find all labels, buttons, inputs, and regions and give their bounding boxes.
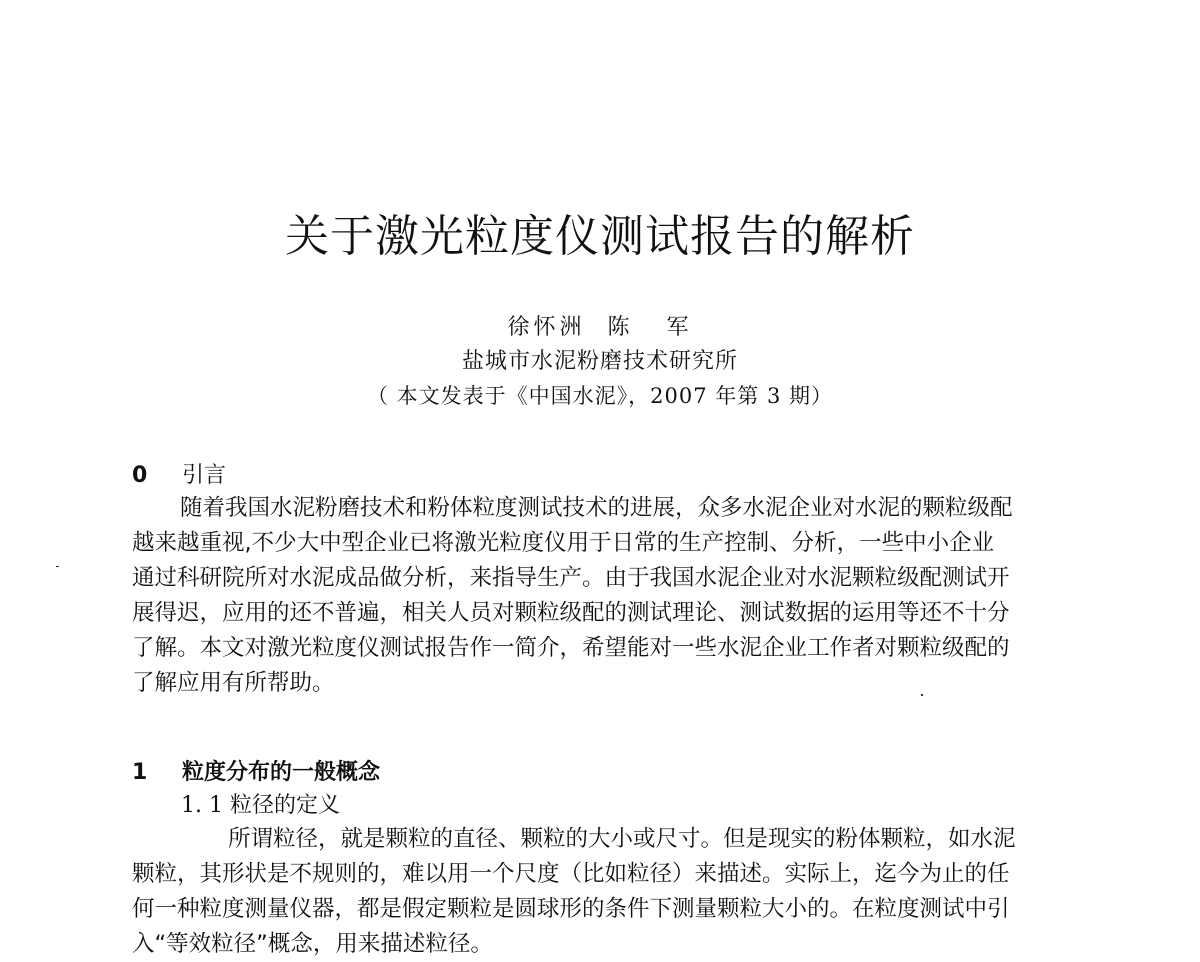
intro-line: 了解应用有所帮助。 bbox=[132, 670, 335, 696]
subsection-1-1-paragraph bbox=[132, 822, 1084, 962]
section-0-label: 引言 bbox=[182, 463, 227, 488]
subsection-line: 所谓粒径，就是颗粒的直径、颗粒的大小或尺寸。但是现实的粉体颗粒，如水泥 bbox=[228, 826, 1016, 852]
section-0-heading bbox=[132, 458, 226, 489]
subsection-1-1-heading: 1. 1 粒径的定义 bbox=[181, 793, 340, 818]
intro-line: 了解。本文对激光粒度仪测试报告作一简介，希望能对一些水泥企业工作者对颗粒级配的 bbox=[132, 635, 1010, 661]
intro-line: 通过科研院所对水泥成品做分析，来指导生产。由于我国水泥企业对水泥颗粒级配测试开 bbox=[132, 565, 1010, 591]
paper-authors: 徐怀洲 陈 军 bbox=[507, 315, 693, 340]
paper-title: 关于激光粒度仪测试报告的解析 bbox=[285, 211, 915, 262]
intro-line: 展得迟，应用的还不普遍，相关人员对颗粒级配的测试理论、测试数据的运用等还不十分 bbox=[132, 600, 1010, 626]
scan-speck bbox=[921, 694, 923, 696]
intro-line: 越来越重视,不少大中型企业已将激光粒度仪用于日常的生产控制、分析，一些中小企业 bbox=[132, 530, 995, 556]
intro-paragraph bbox=[132, 491, 1084, 701]
intro-line: 随着我国水泥粉磨技术和粉体粒度测试技术的进展，众多水泥企业对水泥的颗粒级配 bbox=[180, 495, 1013, 521]
section-1-label: 粒度分布的一般概念 bbox=[182, 760, 381, 785]
section-0-number: 0 bbox=[132, 463, 148, 488]
subsection-line: 入“等效粒径”概念，用来描述粒径。 bbox=[132, 931, 493, 957]
publication-note: （ 本文发表于《中国水泥》，2007 年第 3 期） bbox=[366, 384, 833, 408]
section-1-heading bbox=[132, 755, 380, 786]
section-1-number: 1 bbox=[132, 760, 148, 785]
subsection-line: 何一种粒度测量仪器，都是假定颗粒是圆球形的条件下测量颗粒大小的。在粒度测试中引 bbox=[132, 896, 1010, 922]
paper-affiliation: 盐城市水泥粉磨技术研究所 bbox=[461, 349, 738, 374]
subsection-line: 颗粒，其形状是不规则的，难以用一个尺度（比如粒径）来描述。实际上，迄今为止的任 bbox=[132, 861, 1010, 887]
scan-speck bbox=[56, 566, 59, 567]
